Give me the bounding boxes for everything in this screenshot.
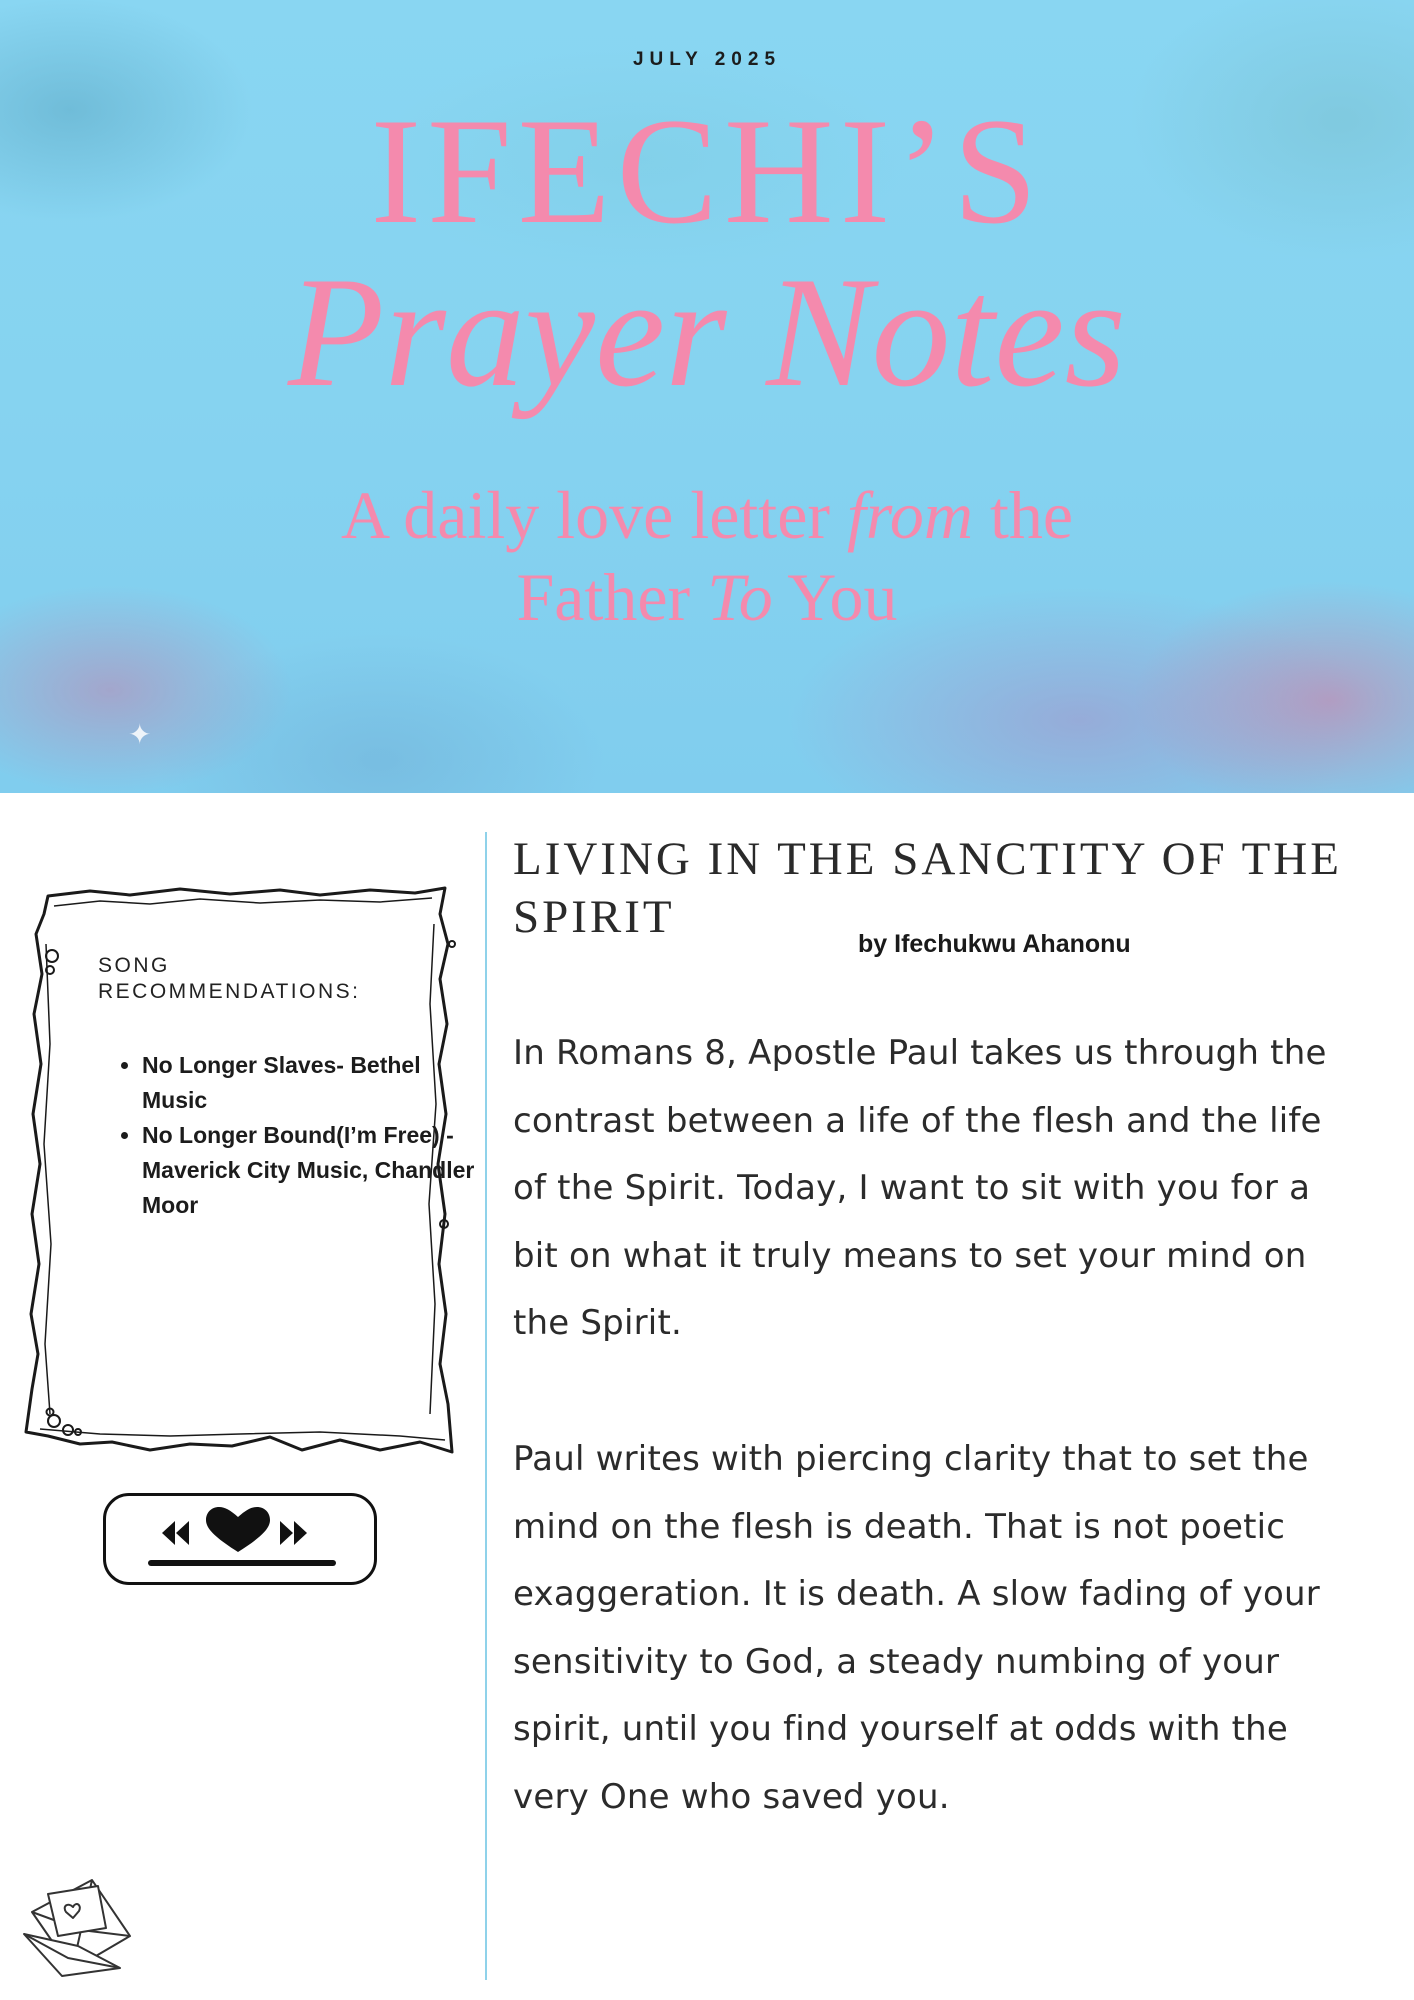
song-item: • No Longer Bound(I’m Free) - Maverick City Music, Chandler Moor [142, 1118, 482, 1223]
tagline-line-2: Father To You [516, 559, 898, 635]
article-title: LIVING IN THE SANCTITY OF THE SPIRIT [513, 833, 1342, 943]
article-paragraph: Paul writes with piercing clarity that to set the mind on the flesh is death. That is not poetic exaggeration. It is death. A slow fading of your sensitivity to God, a steady numbing of your spirit, until you find yourself at odds with the very One who saved you. [513, 1439, 1320, 1817]
tagline-line-1: A daily love letter from the [340, 477, 1074, 553]
author-name-title: IFECHI’S [370, 87, 1044, 255]
progress-bar[interactable] [148, 1560, 336, 1566]
article-paragraph: In Romans 8, Apostle Paul takes us through the contrast between a life of the flesh and the life of the Spirit. Today, I want to sit with you for a bit on what it truly means to set your mind on the Spirit. [513, 1033, 1327, 1344]
envelope-icon [18, 1872, 143, 1982]
song-list [100, 1048, 482, 1223]
column-divider [485, 832, 487, 1980]
song-recommendations-card [20, 884, 475, 1464]
issue-date: JULY 2025 [632, 49, 782, 70]
music-player [103, 1493, 377, 1585]
tagline [0, 474, 1414, 638]
publication-title: Prayer Notes [287, 245, 1127, 420]
article-byline: by Ifechukwu Ahanonu [858, 930, 1131, 958]
heart-icon[interactable] [206, 1507, 270, 1552]
hero-banner [0, 0, 1414, 793]
fast-forward-icon[interactable] [280, 1521, 307, 1545]
song-recommendations-heading: SONG RECOMMENDATIONS: [98, 954, 361, 1003]
rewind-icon[interactable] [162, 1521, 189, 1545]
song-item: • No Longer Slaves- Bethel Music [142, 1048, 482, 1118]
sparkle-icon: ✦ [128, 719, 152, 750]
